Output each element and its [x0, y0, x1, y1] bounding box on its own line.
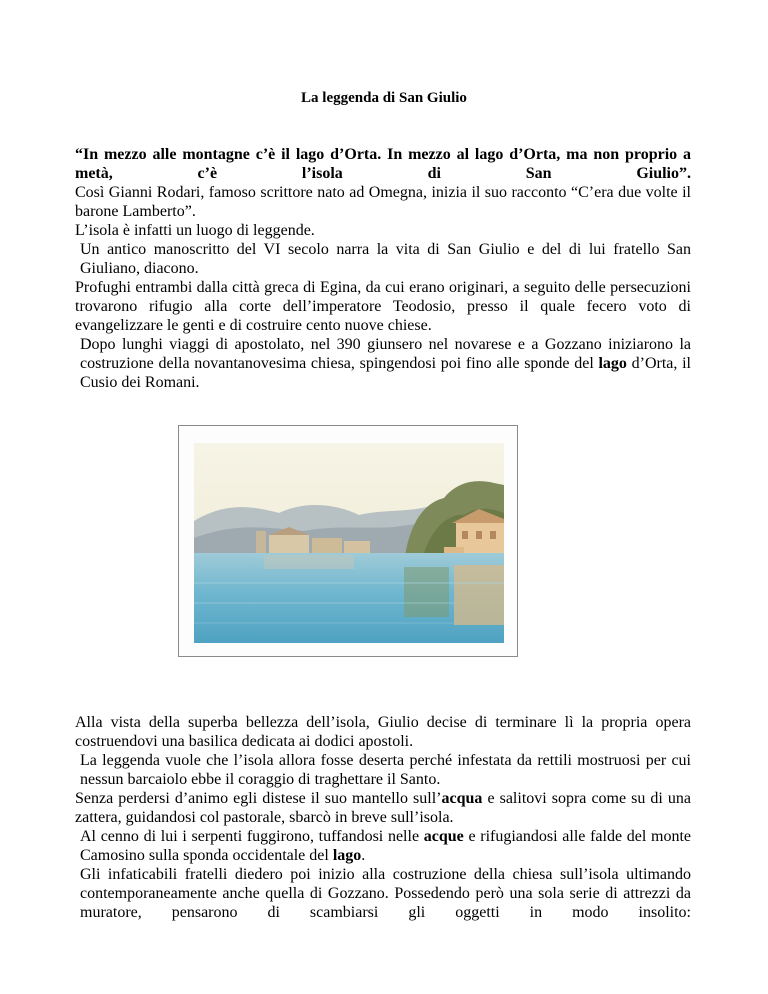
paragraph-fratelli: Gli infaticabili fratelli diedero poi inizio alla costruzione della chiesa sull’isola ultimando contemporaneamente anche quella di Gozzano. Possedendo però una sola serie di attrezzi da muratore, pensarono di scambiarsi gli oggetti in modo insolito:	[80, 866, 691, 921]
paragraph-rettili: La leggenda vuole che l’isola allora fosse deserta perché infestata da rettili mostruosi per cui nessun barcaiolo ebbe il coraggio di traghettare il Santo.	[80, 752, 691, 788]
text-span: Senza perdersi d’animo egli distese il suo mantello sull’	[75, 790, 442, 807]
lake-orta-island-painting	[194, 443, 504, 643]
paragraph-leggende: L’isola è infatti un luogo di leggende.	[75, 222, 315, 239]
paragraph-rodari: Così Gianni Rodari, famoso scrittore nato ad Omegna, inizia il suo racconto “C’era due volte il barone Lamberto”.	[75, 184, 691, 220]
text-span: .	[361, 847, 366, 864]
bold-word: acque	[423, 828, 464, 845]
paragraph-mantello	[75, 789, 691, 827]
bold-word: lago	[598, 355, 627, 372]
paragraph-bellezza: Alla vista della superba bellezza dell’isola, Giulio decise di terminare lì la propria opera costruendovi una basilica dedicata ai dodici apostoli.	[75, 714, 691, 750]
text-span: e rifugiandosi alle falde del monte Camosino sulla sponda occidentale del	[80, 828, 691, 864]
paragraph-manoscritto: Un antico manoscritto del VI secolo narra la vita di San Giulio e del di lui fratello San Giuliano, diacono.	[80, 241, 691, 277]
intro-quote-text: “In mezzo alle montagne c’è il lago d’Orta. In mezzo al lago d’Orta, ma non proprio a metà, c’è l’isola di San Giulio”.	[75, 146, 691, 182]
paragraph-profughi: Profughi entrambi dalla città greca di Egina, da cui erano originari, a seguito delle persecuzioni trovarono rifugio alla corte dell’imperatore Teodosio, presso il quale fecero voto di evangelizzare le genti e di costruire cento nuove chiese.	[75, 279, 691, 334]
intro-quote	[75, 145, 691, 183]
image-frame	[178, 425, 518, 657]
text-span: d’Orta, il Cusio dei Romani.	[80, 355, 691, 391]
painting-svg	[194, 443, 504, 643]
bold-word: acqua	[441, 790, 483, 807]
page-title: La leggenda di San Giulio	[301, 90, 467, 106]
paragraph-viaggi	[75, 335, 691, 392]
paragraph-serpenti	[75, 827, 691, 865]
text-span: e salitovi sopra come su di una zattera, guidandosi col pastorale, sbarcò in breve sull’isola.	[75, 790, 692, 826]
bold-word: lago	[332, 847, 362, 864]
text-span: Dopo lunghi viaggi di apostolato, nel 390 giunsero nel novarese e a Gozzano iniziarono la costruzione della novantanovesima chiesa, spingendosi poi fino alle sponde del	[80, 336, 691, 372]
text-span: Al cenno di lui i serpenti fuggirono, tuffandosi nelle	[80, 828, 424, 845]
